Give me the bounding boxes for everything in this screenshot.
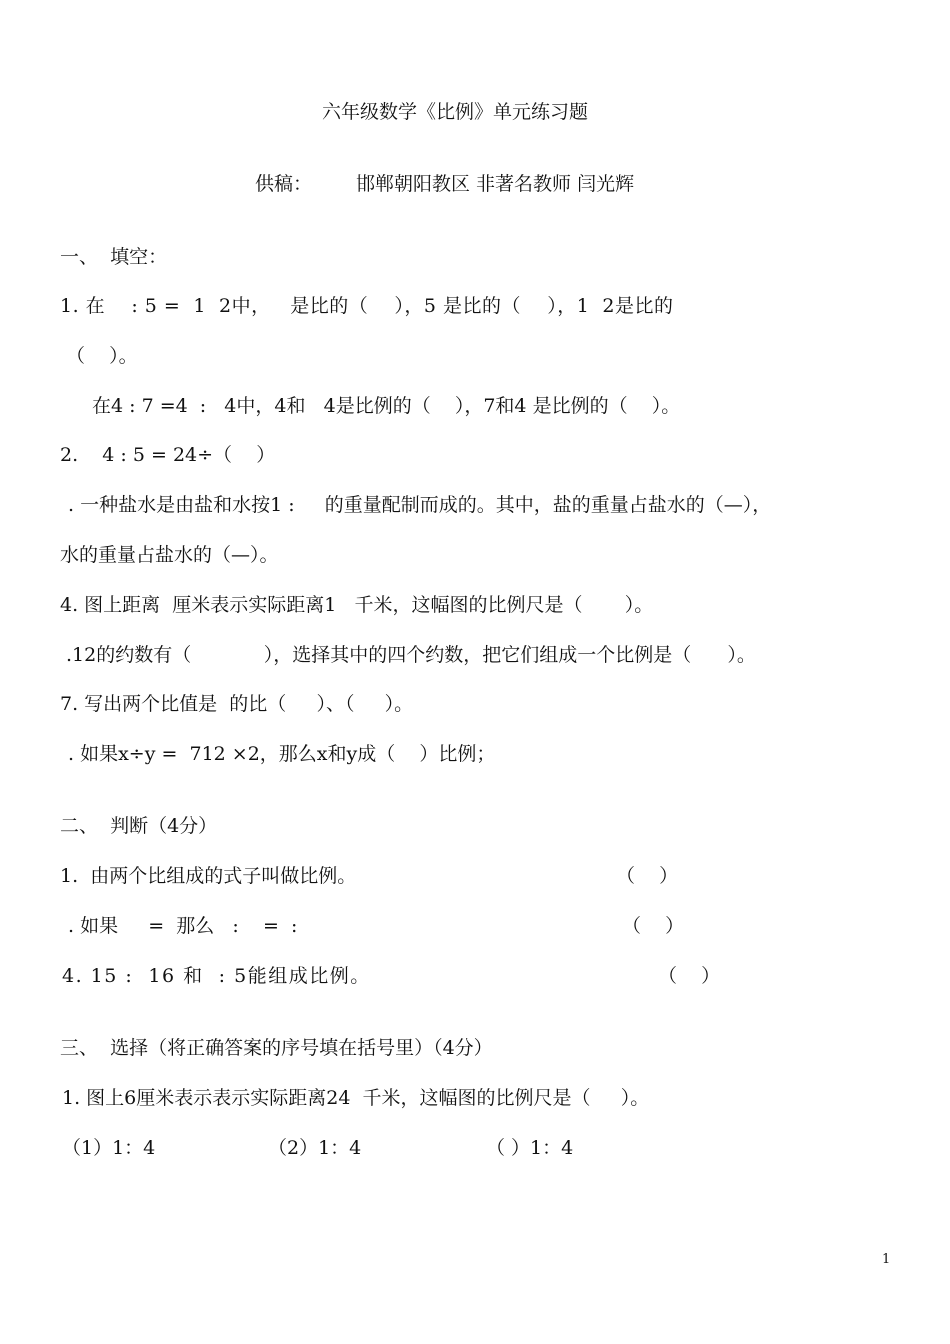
section-1-heading: 一、 填空：	[60, 246, 168, 268]
judgment-item-3: 4. 15 : 16 和 : 5能组成比例。	[62, 965, 371, 987]
question-5: .12的约数有（ ），选择其中的四个约数，把它们组成一个比例是（ ）。	[66, 644, 756, 666]
question-3-line-2: 水的重量占盐水的（—）。	[60, 544, 279, 566]
section-3-heading: 三、 选择（将正确答案的序号填在括号里）（4分）	[60, 1037, 493, 1059]
judgment-blank-2: （ ）	[622, 915, 685, 937]
question-7: 7. 写出两个比值是 的比（ ）、（ ）。	[60, 693, 414, 715]
question-1-line-2: （ ）。	[66, 345, 138, 367]
judgment-blank-1: （ ）	[616, 865, 679, 887]
question-4: 4. 图上距离 厘米表示实际距离1 千米，这幅图的比例尺是（ ）。	[60, 594, 654, 616]
byline-author: 邯郸朝阳教区 非著名教师 闫光辉	[356, 173, 635, 195]
section-2-heading: 二、 判断（4分）	[60, 815, 218, 837]
judgment-blank-3: （ ）	[658, 965, 721, 987]
question-2: 2. 4 : 5 = 24÷（ ）	[60, 444, 276, 466]
choice-option-2: （2）1：4	[268, 1137, 362, 1159]
byline-label: 供稿：	[255, 173, 313, 195]
choice-question-1: 1. 图上6厘米表示表示实际距离24 千米，这幅图的比例尺是（ ）。	[62, 1087, 650, 1109]
page-number: 1	[882, 1252, 891, 1267]
question-8: . 如果x÷y = 712 ×2，那么x和y成（ ）比例；	[68, 743, 496, 765]
choice-option-1: （1）1：4	[62, 1137, 156, 1159]
question-1-line-1: 1. 在 : 5 = 1 2中， 是比的（ ），5 是比的（ ），1 2是比的	[60, 295, 674, 317]
page-title: 六年级数学《比例》单元练习题	[322, 101, 589, 123]
judgment-item-1: 1. 由两个比组成的式子叫做比例。	[60, 865, 357, 887]
question-3-line-1: . 一种盐水是由盐和水按1 : 的重量配制而成的。其中，盐的重量占盐水的（—），	[68, 494, 772, 516]
question-1-line-3: 在4 : 7 =4 : 4中，4和 4是比例的（ ），7和4 是比例的（ ）。	[92, 395, 681, 417]
choice-option-3: （ ）1：4	[486, 1137, 574, 1159]
judgment-item-2: . 如果 = 那么 : = :	[68, 915, 298, 937]
